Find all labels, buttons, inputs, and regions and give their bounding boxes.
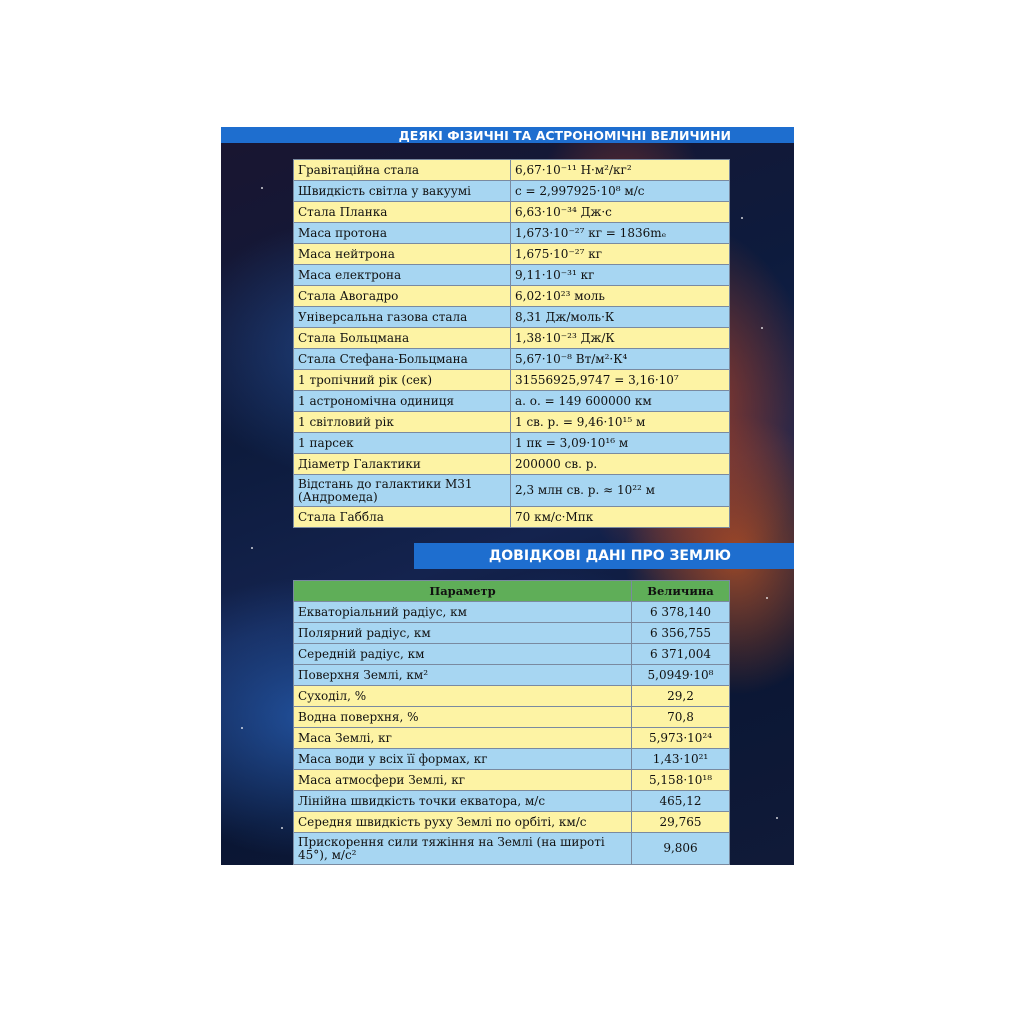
param-value: 6 356,755 <box>632 623 730 644</box>
table-row <box>294 644 730 665</box>
table-row <box>294 475 730 507</box>
param-value: 29,765 <box>632 812 730 833</box>
param-name: Діаметр Галактики <box>294 454 511 475</box>
param-value: 2,3 млн св. р. ≈ 10²² м <box>511 475 730 507</box>
table-row <box>294 328 730 349</box>
param-name: Полярний радіус, км <box>294 623 632 644</box>
param-name: 1 парсек <box>294 433 511 454</box>
table-row <box>294 770 730 791</box>
param-name: Маса води у всіх її формах, кг <box>294 749 632 770</box>
table-row <box>294 412 730 433</box>
table-row <box>294 391 730 412</box>
param-name: Маса електрона <box>294 265 511 286</box>
param-name: Поверхня Землі, км² <box>294 665 632 686</box>
table-row <box>294 181 730 202</box>
param-value: 6 371,004 <box>632 644 730 665</box>
section-title-physical-constants: ДЕЯКІ ФІЗИЧНІ ТА АСТРОНОМІЧНІ ВЕЛИЧИНИ <box>221 127 794 143</box>
physical-constants-table <box>293 159 730 528</box>
param-value: 1,673·10⁻²⁷ кг = 1836mₑ <box>511 223 730 244</box>
section-title-earth-data: ДОВІДКОВІ ДАНІ ПРО ЗЕМЛЮ <box>414 543 794 569</box>
param-value: 1 пк = 3,09·10¹⁶ м <box>511 433 730 454</box>
param-name: 1 астрономічна одиниця <box>294 391 511 412</box>
table-row <box>294 707 730 728</box>
param-value: 70,8 <box>632 707 730 728</box>
table-row <box>294 265 730 286</box>
param-value: 6,63·10⁻³⁴ Дж·с <box>511 202 730 223</box>
param-value: 6,02·10²³ моль <box>511 286 730 307</box>
param-value: 8,31 Дж/моль·К <box>511 307 730 328</box>
param-name: Стала Габбла <box>294 507 511 528</box>
table-row <box>294 307 730 328</box>
table-row <box>294 223 730 244</box>
param-name: Відстань до галактики M31 (Андромеда) <box>294 475 511 507</box>
table-row <box>294 160 730 181</box>
table-row <box>294 623 730 644</box>
param-name: Гравітаційна стала <box>294 160 511 181</box>
param-value: 29,2 <box>632 686 730 707</box>
param-value: а. о. = 149 600000 км <box>511 391 730 412</box>
table-row <box>294 749 730 770</box>
table-row <box>294 370 730 391</box>
param-name: Маса Землі, кг <box>294 728 632 749</box>
table-row <box>294 433 730 454</box>
param-name: Водна поверхня, % <box>294 707 632 728</box>
param-value: 465,12 <box>632 791 730 812</box>
param-value: 1 св. р. = 9,46·10¹⁵ м <box>511 412 730 433</box>
param-value: 9,11·10⁻³¹ кг <box>511 265 730 286</box>
param-name: Маса протона <box>294 223 511 244</box>
column-header-value: Величина <box>632 581 730 602</box>
param-name: Універсальна газова стала <box>294 307 511 328</box>
param-name: Стала Планка <box>294 202 511 223</box>
param-value: 1,675·10⁻²⁷ кг <box>511 244 730 265</box>
table-header-row <box>294 581 730 602</box>
param-value: 5,67·10⁻⁸ Вт/м²·К⁴ <box>511 349 730 370</box>
param-value: 31556925,9747 = 3,16·10⁷ <box>511 370 730 391</box>
param-value: 1,38·10⁻²³ Дж/К <box>511 328 730 349</box>
param-name: Стала Стефана-Больцмана <box>294 349 511 370</box>
param-name: Стала Больцмана <box>294 328 511 349</box>
param-name: 1 тропічний рік (сек) <box>294 370 511 391</box>
param-value: 5,973·10²⁴ <box>632 728 730 749</box>
param-value: 5,0949·10⁸ <box>632 665 730 686</box>
table-row <box>294 286 730 307</box>
table-row <box>294 202 730 223</box>
earth-data-table <box>293 580 730 865</box>
param-name: Середній радіус, км <box>294 644 632 665</box>
table-row <box>294 791 730 812</box>
param-name: Лінійна швидкість точки екватора, м/с <box>294 791 632 812</box>
table-row <box>294 244 730 265</box>
table-row <box>294 665 730 686</box>
param-name: Маса атмосфери Землі, кг <box>294 770 632 791</box>
param-value: 1,43·10²¹ <box>632 749 730 770</box>
param-name: Прискорення сили тяжіння на Землі (на широті 45°), м/с² <box>294 833 632 865</box>
table-row <box>294 507 730 528</box>
table-row <box>294 686 730 707</box>
param-name: 1 світловий рік <box>294 412 511 433</box>
table-row <box>294 454 730 475</box>
param-value: 9,806 <box>632 833 730 865</box>
param-name: Екваторіальний радіус, км <box>294 602 632 623</box>
param-name: Маса нейтрона <box>294 244 511 265</box>
table-row <box>294 812 730 833</box>
table-row <box>294 349 730 370</box>
param-value: 5,158·10¹⁸ <box>632 770 730 791</box>
param-name: Середня швидкість руху Землі по орбіті, км/с <box>294 812 632 833</box>
param-name: Швидкість світла у вакуумі <box>294 181 511 202</box>
table-row <box>294 833 730 865</box>
param-name: Суходіл, % <box>294 686 632 707</box>
param-name: Стала Авогадро <box>294 286 511 307</box>
param-value: 6,67·10⁻¹¹ Н·м²/кг² <box>511 160 730 181</box>
param-value: 200000 св. р. <box>511 454 730 475</box>
param-value: c = 2,997925·10⁸ м/с <box>511 181 730 202</box>
param-value: 6 378,140 <box>632 602 730 623</box>
table-row <box>294 602 730 623</box>
column-header-param: Параметр <box>294 581 632 602</box>
param-value: 70 км/с·Мпк <box>511 507 730 528</box>
reference-page <box>221 127 794 865</box>
table-row <box>294 728 730 749</box>
